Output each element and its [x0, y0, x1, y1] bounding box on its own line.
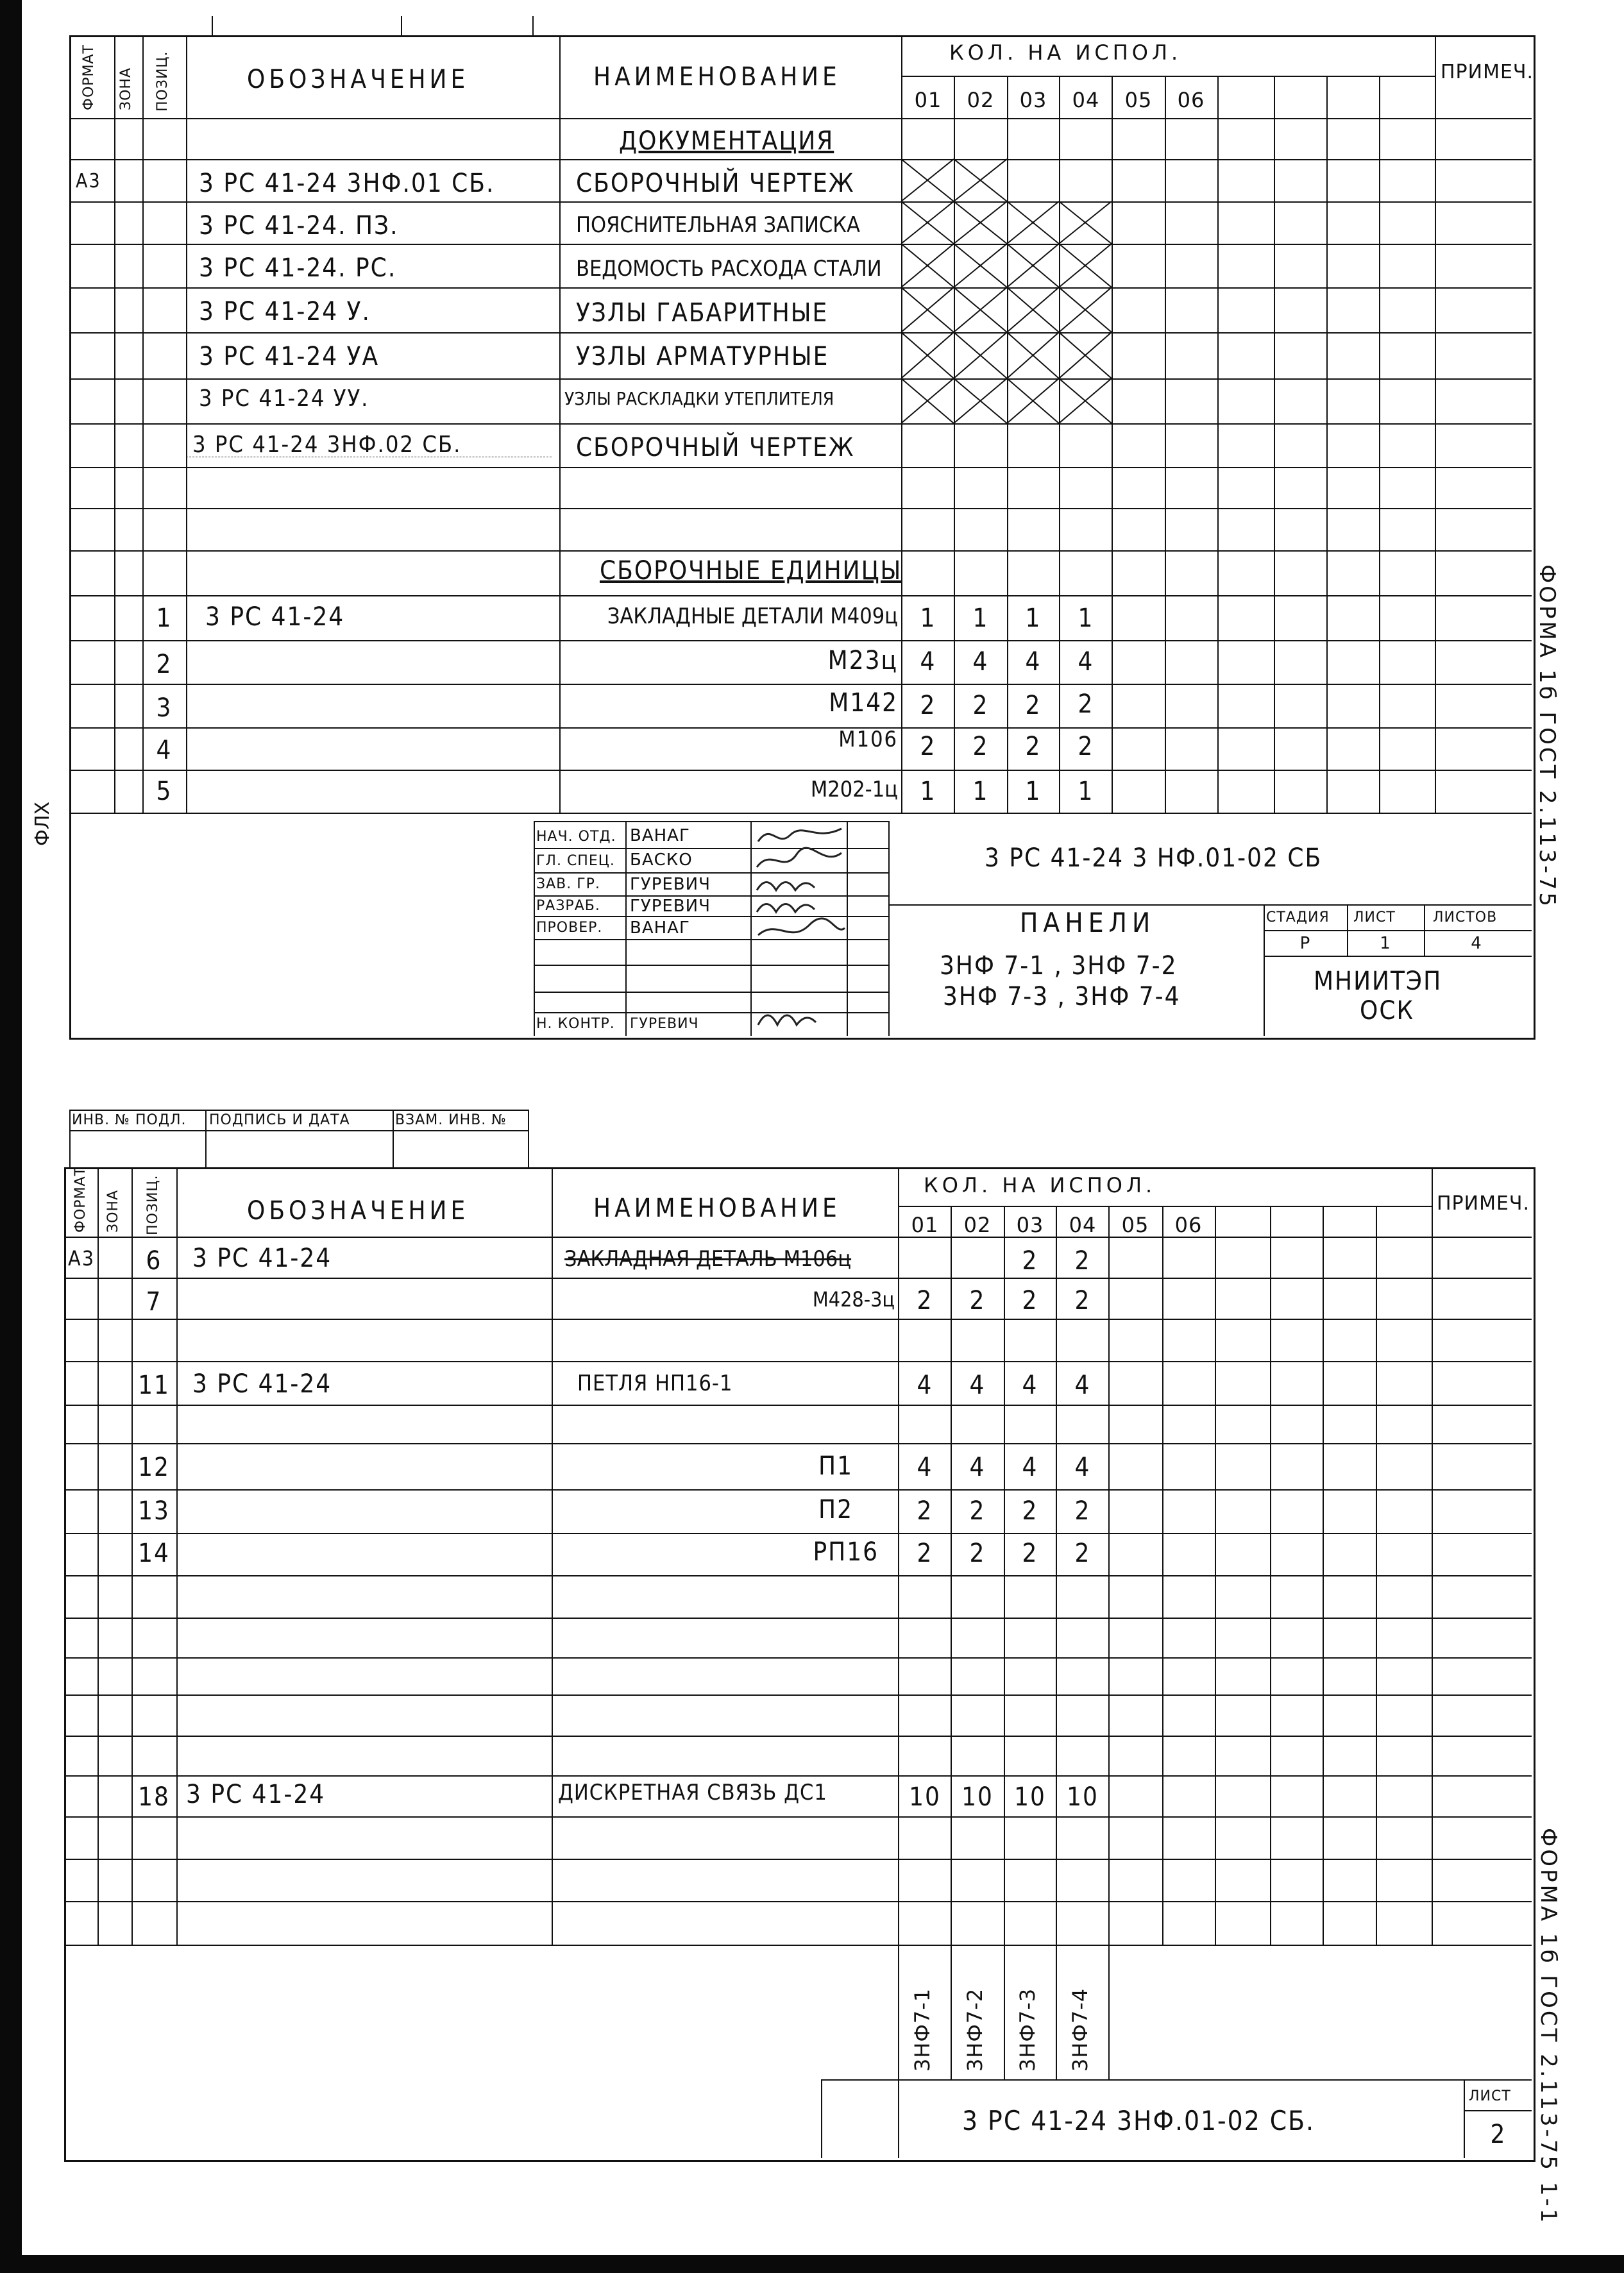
- variant-label: 3НФ7-2: [963, 1988, 987, 2072]
- row-qty: 10: [1067, 1782, 1099, 1812]
- form-label-2: ФОРМА 1б ГОСТ 2.113-75 1-1: [1535, 1828, 1561, 2226]
- person-name: ВАНАГ: [630, 826, 690, 845]
- role-label: ЗАВ. ГР.: [536, 876, 600, 892]
- row-qty: 2: [917, 1539, 933, 1568]
- sheet-number: 2: [1490, 2120, 1507, 2149]
- row-qty: 4: [1022, 1453, 1038, 1482]
- assy-qty: 1: [972, 777, 989, 806]
- header-format: ФОРМАТ: [72, 1167, 89, 1233]
- sheets-label: ЛИСТОВ: [1433, 909, 1498, 925]
- assy-designation: 3 РС 41-24: [205, 602, 345, 632]
- row-qty: 10: [961, 1782, 994, 1812]
- row-name: РП16: [813, 1537, 879, 1567]
- doc-name: ВЕДОМОСТЬ РАСХОДА СТАЛИ: [576, 256, 882, 282]
- row-pos: 7: [146, 1287, 162, 1317]
- organization: МНИИТЭП: [1314, 967, 1442, 996]
- variant-02: 02: [963, 1213, 992, 1237]
- scan-left-edge: [0, 0, 22, 2273]
- header-name: НАИМЕНОВАНИЕ: [593, 62, 841, 92]
- sheets-value: 4: [1471, 934, 1482, 953]
- variant-04: 04: [1072, 88, 1100, 112]
- assy-qty: 1: [1078, 777, 1094, 806]
- organization-dept: ОСК: [1360, 996, 1415, 1026]
- person-name: БАСКО: [630, 850, 693, 870]
- row-qty: 2: [1022, 1286, 1038, 1315]
- assy-qty: 2: [972, 691, 989, 720]
- row-qty: 2: [1074, 1286, 1091, 1315]
- assy-name: М202-1ц: [810, 777, 898, 802]
- variant-05: 05: [1121, 1213, 1149, 1237]
- row-qty: 4: [1074, 1453, 1091, 1482]
- row-qty: 2: [1022, 1539, 1038, 1568]
- header-zone: ЗОНА: [105, 1189, 121, 1233]
- row-designation: 3 РС 41-24: [186, 1780, 326, 1809]
- row-qty: 4: [917, 1453, 933, 1482]
- section-documentation: ДОКУМЕНТАЦИЯ: [619, 126, 834, 156]
- assy-qty: 1: [1078, 604, 1094, 633]
- row-format: А3: [68, 1246, 95, 1271]
- assy-qty: 2: [1078, 732, 1094, 761]
- row-qty: 4: [1074, 1371, 1091, 1400]
- assy-qty: 4: [972, 647, 989, 677]
- role-label: Н. КОНТР.: [536, 1016, 615, 1032]
- sheet-label: ЛИСТ: [1353, 909, 1396, 925]
- variant-label: 3НФ7-1: [910, 1988, 935, 2072]
- role-label: ПРОВЕР.: [536, 920, 603, 936]
- row-qty: 2: [1074, 1496, 1091, 1526]
- product-title: ПАНЕЛИ: [1020, 907, 1156, 938]
- assy-qty: 1: [1025, 777, 1042, 806]
- role-label: ГЛ. СПЕЦ.: [536, 853, 615, 869]
- doc-name: УЗЛЫ АРМАТУРНЫЕ: [576, 342, 829, 371]
- header-qty: КОЛ. НА ИСПОЛ.: [949, 40, 1182, 65]
- scan-bottom-edge: [0, 2255, 1624, 2273]
- row-pos: 13: [138, 1496, 170, 1526]
- assy-qty: 2: [920, 691, 936, 720]
- row-qty: 10: [909, 1782, 941, 1812]
- variant-label: 3НФ7-4: [1068, 1988, 1092, 2072]
- row-pos: 18: [138, 1782, 170, 1812]
- row-qty: 10: [1014, 1782, 1046, 1812]
- header-pos: ПОЗИЦ.: [145, 1174, 161, 1235]
- variant-01: 01: [911, 1213, 939, 1237]
- row-name: М428-3ц: [812, 1287, 895, 1312]
- row-pos: 12: [138, 1453, 170, 1482]
- variant-03: 03: [1016, 1213, 1044, 1237]
- assy-qty: 4: [1025, 647, 1042, 677]
- sheet-2-frame: [64, 1167, 1535, 2162]
- doc-name: УЗЛЫ РАСКЛАДКИ УТЕПЛИТЕЛЯ: [564, 388, 834, 409]
- assy-qty: 1: [1025, 604, 1042, 633]
- product-variants-2: 3НФ 7-3 , 3НФ 7-4: [943, 982, 1181, 1011]
- role-label: РАЗРАБ.: [536, 898, 600, 914]
- row-name: П2: [818, 1495, 853, 1525]
- row-qty: 4: [969, 1371, 986, 1400]
- person-name: ВАНАГ: [630, 918, 690, 938]
- stamp-replace: ВЗАМ. ИНВ. №: [395, 1112, 507, 1128]
- assy-qty: 2: [920, 732, 936, 761]
- row-qty: 4: [969, 1453, 986, 1482]
- person-name: ГУРЕВИЧ: [630, 875, 711, 894]
- sheet-value: 1: [1380, 934, 1391, 953]
- row-qty: 2: [969, 1286, 986, 1315]
- row-name: П1: [818, 1451, 853, 1481]
- header-pos: ПОЗИЦ.: [155, 51, 171, 112]
- assy-pos: 2: [156, 650, 173, 679]
- header-qty: КОЛ. НА ИСПОЛ.: [924, 1173, 1156, 1197]
- row-qty: 2: [969, 1496, 986, 1526]
- assy-name: ЗАКЛАДНЫЕ ДЕТАЛИ М409ц: [607, 604, 898, 629]
- doc-designation: 3 РС 41-24. ПЗ.: [199, 211, 399, 241]
- assy-qty: 1: [920, 777, 936, 806]
- variant-label: 3НФ7-3: [1015, 1988, 1040, 2072]
- row-qty: 4: [1022, 1371, 1038, 1400]
- assy-pos: 1: [156, 604, 173, 633]
- assy-qty: 2: [1025, 691, 1042, 720]
- person-name: ГУРЕВИЧ: [630, 1016, 699, 1032]
- header-note: ПРИМЕЧ.: [1437, 1192, 1530, 1215]
- row-qty: 2: [917, 1496, 933, 1526]
- header-format: ФОРМАТ: [81, 44, 97, 110]
- assy-qty: 1: [920, 604, 936, 633]
- row-qty: 2: [969, 1539, 986, 1568]
- variant-06: 06: [1177, 88, 1205, 112]
- form-label-1: ФОРМА 1б ГОСТ 2.113-75: [1534, 564, 1560, 909]
- row-qty: 2: [917, 1286, 933, 1315]
- row-pos: 14: [138, 1539, 170, 1568]
- row-designation: 3 РС 41-24: [192, 1244, 332, 1273]
- doc-designation: 3 РС 41-24 3НФ.01 СБ.: [199, 169, 495, 198]
- row-designation: 3 РС 41-24: [192, 1369, 332, 1399]
- doc-designation: 3 РС 41-24. РС.: [199, 253, 397, 283]
- assy-qty: 4: [1078, 647, 1094, 677]
- variant-05: 05: [1124, 88, 1153, 112]
- doc-designation: 3 РС 41-24 УА: [199, 342, 380, 371]
- header-note: ПРИМЕЧ.: [1441, 61, 1534, 83]
- person-name: ГУРЕВИЧ: [630, 897, 711, 916]
- row-qty: 2: [1074, 1539, 1091, 1568]
- header-name: НАИМЕНОВАНИЕ: [593, 1194, 841, 1223]
- assy-qty: 2: [1078, 689, 1094, 719]
- doc-name: СБОРОЧНЫЙ ЧЕРТЕЖ: [576, 433, 855, 462]
- assy-pos: 3: [156, 693, 173, 723]
- assy-name: М106: [838, 727, 898, 752]
- stamp-inv: ИНВ. № ПОДЛ.: [72, 1112, 187, 1128]
- assy-name: М23ц: [827, 646, 898, 675]
- sheet-label: ЛИСТ: [1469, 2088, 1511, 2104]
- variant-04: 04: [1069, 1213, 1097, 1237]
- row-name: ДИСКРЕТНАЯ СВЯЗЬ ДС1: [558, 1780, 827, 1805]
- stage-value: Р: [1299, 934, 1311, 953]
- stamp-sign: ПОДПИСЬ И ДАТА: [209, 1112, 350, 1128]
- doc-format: А3: [76, 170, 101, 192]
- doc-name: СБОРОЧНЫЙ ЧЕРТЕЖ: [576, 169, 855, 198]
- assy-qty: 2: [972, 732, 989, 761]
- doc-applicability-crosses: [901, 159, 1119, 423]
- assy-name: М142: [829, 688, 898, 718]
- variant-03: 03: [1019, 88, 1047, 112]
- header-designation: ОБОЗНАЧЕНИЕ: [247, 65, 469, 94]
- row-qty: 4: [917, 1371, 933, 1400]
- assy-qty: 2: [1025, 732, 1042, 761]
- document-code: 3 РС 41-24 3 НФ.01-02 СБ: [985, 843, 1323, 873]
- header-zone: ЗОНА: [118, 67, 134, 110]
- assy-pos: 4: [156, 736, 173, 765]
- doc-designation: 3 РС 41-24 3НФ.02 СБ.: [192, 432, 462, 458]
- doc-designation: 3 РС 41-24 УУ.: [199, 385, 369, 412]
- variant-02: 02: [967, 88, 995, 112]
- left-margin-mark: ФЛХ: [31, 802, 54, 846]
- row-pos: 11: [138, 1371, 170, 1400]
- header-designation: ОБОЗНАЧЕНИЕ: [247, 1196, 469, 1226]
- row-qty: 2: [1022, 1246, 1038, 1276]
- row-pos: 6: [146, 1246, 162, 1276]
- variant-01: 01: [914, 88, 942, 112]
- row-qty: 2: [1074, 1246, 1091, 1276]
- row-name: ЗАКЛАДНАЯ ДЕТАЛЬ М106ц: [564, 1246, 852, 1272]
- stage-label: СТАДИЯ: [1266, 909, 1330, 925]
- row-name: ПЕТЛЯ НП16-1: [577, 1371, 733, 1396]
- doc-designation: 3 РС 41-24 У.: [199, 297, 371, 326]
- section-assembly-units: СБОРОЧНЫЕ ЕДИНИЦЫ: [600, 556, 902, 586]
- assy-qty: 4: [920, 647, 936, 677]
- doc-name: УЗЛЫ ГАБАРИТНЫЕ: [576, 298, 829, 328]
- assy-qty: 1: [972, 604, 989, 633]
- variant-06: 06: [1174, 1213, 1203, 1237]
- product-variants-1: 3НФ 7-1 , 3НФ 7-2: [940, 951, 1178, 981]
- assy-pos: 5: [156, 777, 173, 806]
- row-qty: 2: [1022, 1496, 1038, 1526]
- role-label: НАЧ. ОТД.: [536, 829, 616, 845]
- signatures: [752, 822, 848, 1034]
- document-code: 3 РС 41-24 3НФ.01-02 СБ.: [962, 2105, 1315, 2136]
- doc-name: ПОЯСНИТЕЛЬНАЯ ЗАПИСКА: [576, 212, 860, 238]
